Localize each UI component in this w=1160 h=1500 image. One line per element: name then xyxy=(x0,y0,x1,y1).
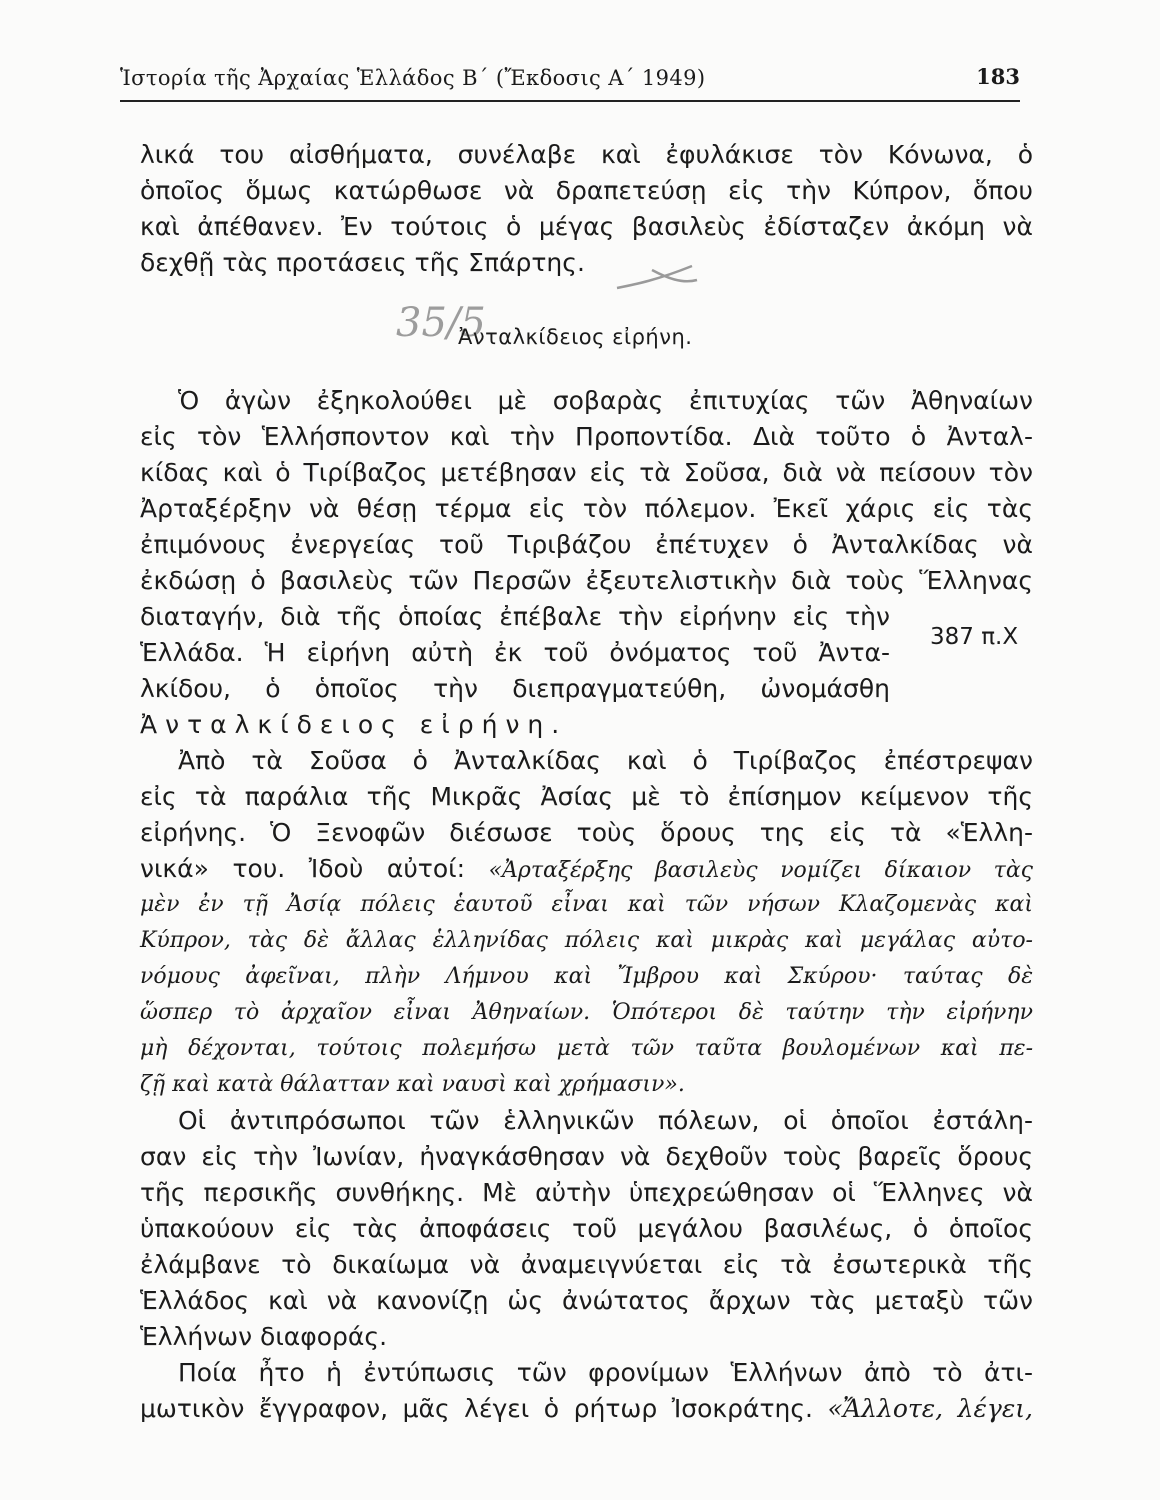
running-header xyxy=(120,64,1020,102)
text-line: εἰρήνης. Ὁ Ξενοφῶν διέσωσε τοὺς ὅρους της εἰς τὰ «Ἑλλη- xyxy=(140,818,1033,847)
text-line: ἐπιμόνους ἐνεργείας τοῦ Τιριβάζου ἐπέτυχεν ὁ Ἀνταλκίδας νὰ xyxy=(140,530,1033,559)
text-segment: νικά» του. Ἰδοὺ αὐτοί: xyxy=(140,854,466,883)
quote-segment: «Ἄλλοτε, λέγει, xyxy=(827,1394,1033,1423)
text-line: Ἀρταξέρξην νὰ θέσῃ τέρμα εἰς τὸν πόλεμον. Ἐκεῖ χάρις εἰς τὰς xyxy=(140,494,1033,523)
margin-date-note: 387 π.Χ xyxy=(930,624,1019,650)
text-line: δεχθῇ τὰς προτάσεις τῆς Σπάρτης. xyxy=(140,248,585,277)
text-line: εἰς τὸν Ἑλλήσποντον καὶ τὴν Προποντίδα. Διὰ τοῦτο ὁ Ἀνταλ- xyxy=(140,422,1033,451)
text-line: ὁποῖος ὅμως κατώρθωσε νὰ δραπετεύσῃ εἰς τὴν Κύπρον, ὅπου xyxy=(140,176,1033,205)
text-line: ὑπακούουν εἰς τὰς ἀποφάσεις τοῦ μεγάλου βασιλέως, ὁ ὁποῖος xyxy=(140,1214,1033,1243)
text-line: τῆς περσικῆς συνθήκης. Μὲ αὐτὴν ὑπεχρεώθησαν οἱ Ἕλληνες νὰ xyxy=(140,1178,1033,1207)
page-number: 183 xyxy=(976,64,1020,89)
quote-segment: «Ἀρταξέρξης βασιλεὺς νομίζει δίκαιον τὰς xyxy=(488,858,1033,883)
text-line: Ποία ἦτο ἡ ἐντύπωσις τῶν φρονίμων Ἑλλήνων ἀπὸ τὸ ἀτι- xyxy=(178,1358,1033,1387)
text-line: Ἀπὸ τὰ Σοῦσα ὁ Ἀνταλκίδας καὶ ὁ Τιρίβαζος ἐπέστρεψαν xyxy=(178,746,1033,775)
quote-line: ὥσπερ τὸ ἀρχαῖον εἶναι Ἀθηναίων. Ὁπότεροι δὲ ταύτην τὴν εἰρήνην xyxy=(140,1000,1033,1025)
text-line: λκίδου, ὁ ὁποῖος τὴν διεπραγματεύθη, ὠνομάσθη xyxy=(140,674,890,703)
text-line: ἐλάμβανε τὸ δικαίωμα νὰ ἀναμειγνύεται εἰς τὰ ἐσωτερικὰ τῆς xyxy=(140,1250,1033,1279)
text-line: ἐκδώσῃ ὁ βασιλεὺς τῶν Περσῶν ἐξευτελιστικὴν διὰ τοὺς Ἕλληνας xyxy=(140,566,1033,595)
text-line xyxy=(140,853,1033,887)
text-line: σαν εἰς τὴν Ἰωνίαν, ἠναγκάσθησαν νὰ δεχθοῦν τοὺς βαρεῖς ὅρους xyxy=(140,1142,1033,1171)
text-line: Οἱ ἀντιπρόσωποι τῶν ἑλληνικῶν πόλεων, οἱ ὁποῖοι ἐστάλη- xyxy=(178,1106,1033,1135)
section-heading: Ἀνταλκίδειος εἰρήνη. xyxy=(458,325,693,349)
quote-line: μὴ δέχονται, τούτοις πολεμήσω μετὰ τῶν ταῦτα βουλομένων καὶ πε- xyxy=(140,1036,1033,1061)
text-line: Ἑλλήνων διαφοράς. xyxy=(140,1322,388,1351)
pencil-annotation: 35/5 xyxy=(396,300,486,346)
pencil-mark-icon xyxy=(612,258,702,298)
text-line: διαταγήν, διὰ τῆς ὁποίας ἐπέβαλε τὴν εἰρήνην εἰς τὴν xyxy=(140,602,890,631)
quote-line: νόμους ἀφεῖναι, πλὴν Λήμνου καὶ Ἴμβρου καὶ Σκύρου· ταύτας δὲ xyxy=(140,964,1033,989)
quote-line: Κύπρον, τὰς δὲ ἄλλας ἑλληνίδας πόλεις καὶ μικρὰς καὶ μεγάλας αὐτο- xyxy=(140,928,1033,953)
text-line: Ὁ ἀγὼν ἐξηκολούθει μὲ σοβαρὰς ἐπιτυχίας τῶν Ἀθηναίων xyxy=(178,386,1033,415)
text-line: Ἑλλάδα. Ἡ εἰρήνη αὐτὴ ἐκ τοῦ ὀνόματος τοῦ Ἀντα- xyxy=(140,638,890,667)
quote-line: μὲν ἐν τῇ Ἀσίᾳ πόλεις ἑαυτοῦ εἶναι καὶ τῶν νήσων Κλαζομενὰς καὶ xyxy=(140,892,1033,917)
text-line: λικά του αἰσθήματα, συνέλαβε καὶ ἐφυλάκισε τὸν Κόνωνα, ὁ xyxy=(140,140,1033,169)
text-line: εἰς τὰ παράλια τῆς Μικρᾶς Ἀσίας μὲ τὸ ἐπίσημον κείμενον τῆς xyxy=(140,782,1033,811)
text-line: κίδας καὶ ὁ Τιρίβαζος μετέβησαν εἰς τὰ Σοῦσα, διὰ νὰ πείσουν τὸν xyxy=(140,458,1033,487)
quote-line: ζῇ καὶ κατὰ θάλατταν καὶ ναυσὶ καὶ χρήμασιν». xyxy=(140,1072,685,1097)
header-title: Ἱστορία τῆς Ἀρχαίας Ἑλλάδος Β΄ (Ἔκδοσις Α΄ 1949) xyxy=(120,66,706,90)
text-line: καὶ ἀπέθανεν. Ἐν τούτοις ὁ μέγας βασιλεὺς ἐδίσταζεν ἀκόμη νὰ xyxy=(140,212,1033,241)
text-line xyxy=(140,1393,1033,1425)
text-segment: μωτικὸν ἔγγραφον, μᾶς λέγει ὁ ρήτωρ Ἰσοκράτης. xyxy=(140,1394,813,1423)
text-line: Ἑλλάδος καὶ νὰ κανονίζῃ ὡς ἀνώτατος ἄρχων τὰς μεταξὺ τῶν xyxy=(140,1286,1033,1315)
text-line: Ἀνταλκίδειος εἰρήνη. xyxy=(140,710,568,739)
